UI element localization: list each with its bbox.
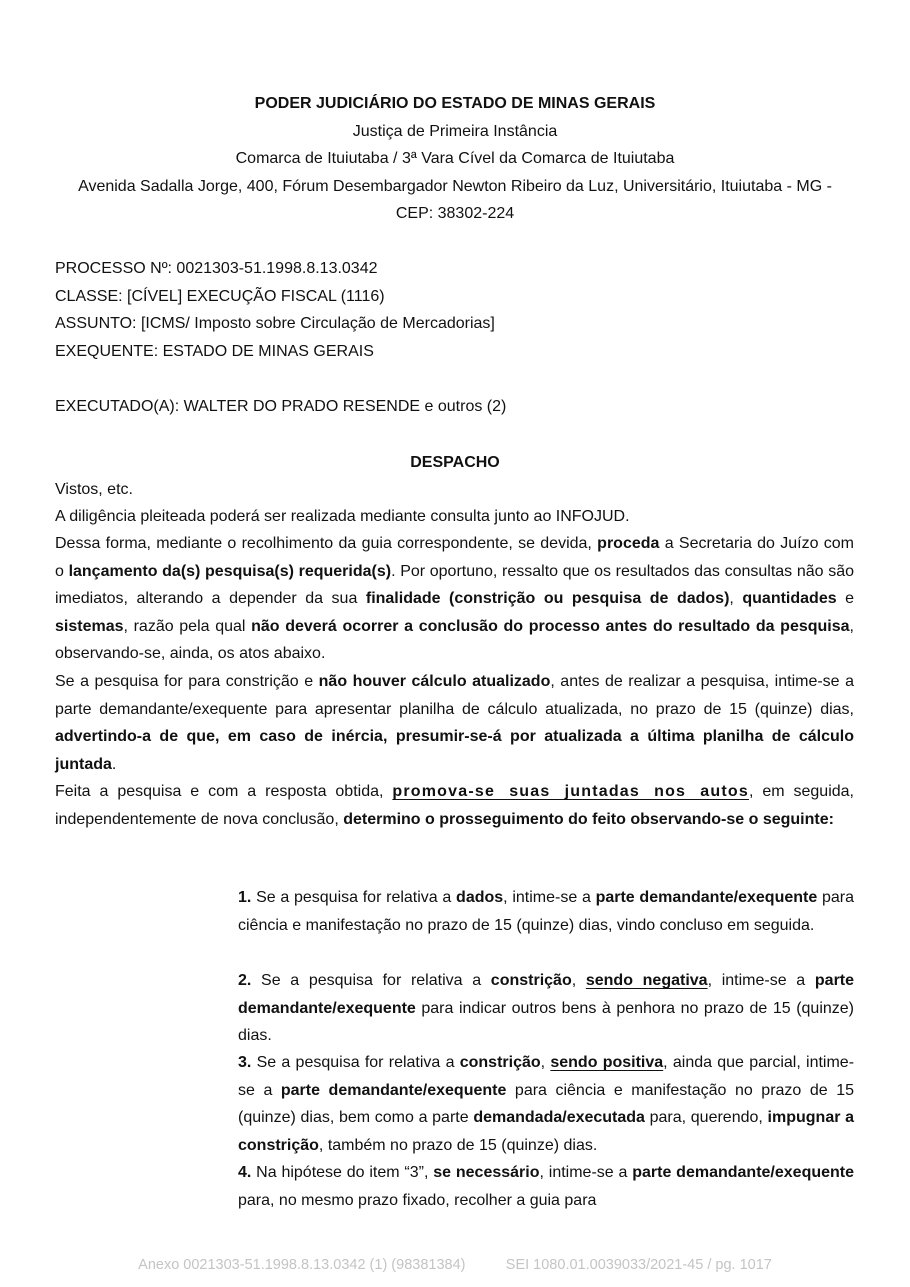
text-run: , intime-se a	[503, 889, 596, 906]
text-run: , em seguida, independentemente de nova conclusão,	[55, 783, 854, 828]
text-run: , antes de realizar a pesquisa, intime-se a parte demandante/exequente para apresentar planilha de cálculo atualizada, no prazo de 15 (quinze) dias,	[55, 673, 854, 718]
text-run: , também no prazo de 15 (quinze) dias.	[318, 1136, 598, 1154]
text-run: para ciência e manifestação no prazo de 15 (quinze) dias, bem como a parte	[238, 1081, 854, 1126]
bold-text: 4.	[238, 1164, 252, 1181]
bold-text: dados	[456, 889, 504, 906]
bold-text: promova-se suas juntadas nos autos	[392, 783, 749, 800]
address-line-2: CEP: 38302-224	[395, 205, 515, 222]
list-item	[238, 1049, 854, 1159]
bold-text: parte demandante/exequente	[632, 1164, 855, 1181]
court-heading: PODER JUDICIÁRIO DO ESTADO DE MINAS GERAIS	[254, 95, 656, 112]
footer-anexo: Anexo 0021303-51.1998.8.13.0342 (1) (98381384)	[138, 1257, 466, 1273]
text-run: . Por oportuno, ressalto que os resultados das consultas não são imediatos, alterando a depender da sua	[55, 562, 854, 607]
text-run: , observando-se, ainda, os atos abaixo.	[55, 617, 854, 662]
text-run: para, querendo,	[644, 1109, 768, 1126]
bold-text: parte demandante/exequente	[238, 972, 855, 1017]
bold-text: determino o prosseguimento do feito observando-se o seguinte:	[343, 810, 834, 828]
text-run: Se a pesquisa for relativa a	[251, 889, 457, 906]
bold-text: não houver cálculo atualizado	[318, 673, 551, 690]
list-item	[238, 967, 854, 1050]
list-item	[238, 1159, 854, 1214]
bold-text: demandada/executada	[473, 1109, 645, 1126]
bold-text: quantidades	[742, 590, 837, 607]
bold-text: parte demandante/exequente	[280, 1081, 507, 1099]
bold-text: proceda	[597, 535, 660, 552]
text-run: Se a pesquisa for para constrição e	[55, 673, 319, 690]
text-run: ,	[540, 1054, 551, 1071]
bold-text: 2.	[238, 972, 252, 989]
bold-text: se necessário	[433, 1164, 540, 1181]
text-run: a Secretaria do Juízo com o	[55, 535, 855, 580]
bold-text: 1.	[238, 889, 252, 906]
text-run: Se a pesquisa for relativa a	[251, 972, 491, 989]
text-run: ,	[729, 590, 743, 607]
bold-text: impugnar a constrição	[238, 1109, 855, 1154]
text-run: para ciência e manifestação no prazo de 15 (quinze) dias, vindo concluso em seguida.	[238, 889, 854, 934]
paragraph-feita-pesquisa	[55, 778, 854, 833]
assunto-line: ASSUNTO: [ICMS/ Imposto sobre Circulação de Mercadorias]	[55, 315, 495, 332]
processo-line: PROCESSO Nº: 0021303-51.1998.8.13.0342	[55, 260, 378, 277]
address-line-1: Avenida Sadalla Jorge, 400, Fórum Desembargador Newton Ribeiro da Luz, Universitário, Ituiutaba - MG -	[78, 178, 832, 195]
text-run: para indicar outros bens à penhora no prazo de 15 (quinze) dias.	[238, 999, 854, 1044]
exequente-line: EXEQUENTE: ESTADO DE MINAS GERAIS	[55, 343, 374, 360]
paragraph-constricao	[55, 668, 854, 778]
text-run: ,	[571, 972, 586, 989]
bold-text: finalidade (constrição ou pesquisa de dados)	[365, 590, 730, 607]
text-run: e	[836, 590, 855, 607]
page-footer	[0, 1257, 910, 1273]
bold-text: não deverá ocorrer a conclusão do processo antes do resultado da pesquisa	[251, 617, 850, 635]
text-run: Se a pesquisa for relativa a	[251, 1054, 460, 1071]
comarca-line: Comarca de Ituiutaba / 3ª Vara Cível da Comarca de Ituiutaba	[235, 150, 675, 167]
bold-text: sistemas	[55, 617, 124, 635]
footer-sei: SEI 1080.01.0039033/2021-45 / pg. 1017	[505, 1257, 772, 1273]
text-run: , ainda que parcial, intime-se a	[238, 1054, 855, 1099]
bold-text: constrição	[490, 972, 572, 989]
text-run: Na hipótese do item “3”,	[251, 1164, 434, 1181]
bold-text: constrição	[459, 1054, 541, 1071]
bold-text: parte demandante/exequente	[595, 889, 818, 906]
bold-text: sendo negativa	[585, 972, 708, 989]
text-run: , intime-se a	[707, 972, 815, 989]
classe-line: CLASSE: [CÍVEL] EXECUÇÃO FISCAL (1116)	[55, 288, 385, 305]
text-run: para, no mesmo prazo fixado, recolher a guia para	[238, 1191, 597, 1209]
bold-text: 3.	[238, 1054, 252, 1071]
paragraph-vistos: Vistos, etc.	[55, 481, 133, 498]
text-run: Feita a pesquisa e com a resposta obtida,	[55, 783, 393, 800]
paragraph-dessa-forma	[55, 530, 854, 668]
text-run: .	[111, 755, 117, 773]
executado-line: EXECUTADO(A): WALTER DO PRADO RESENDE e outros (2)	[55, 398, 507, 415]
instance-line: Justiça de Primeira Instância	[352, 123, 558, 140]
bold-text: advertindo-a de que, em caso de inércia, presumir-se-á por atualizada a última planilha de cálculo juntada	[55, 728, 854, 773]
bold-text: sendo positiva	[550, 1054, 664, 1071]
text-run: , razão pela qual	[123, 617, 252, 635]
text-run: , intime-se a	[539, 1164, 633, 1181]
list-item	[238, 884, 854, 939]
paragraph-diligencia: A diligência pleiteada poderá ser realizada mediante consulta junto ao INFOJUD.	[55, 508, 630, 525]
text-run: Dessa forma, mediante o recolhimento da guia correspondente, se devida,	[55, 535, 598, 552]
bold-text: lançamento da(s) pesquisa(s) requerida(s)	[68, 562, 392, 580]
document-title: DESPACHO	[410, 454, 500, 471]
